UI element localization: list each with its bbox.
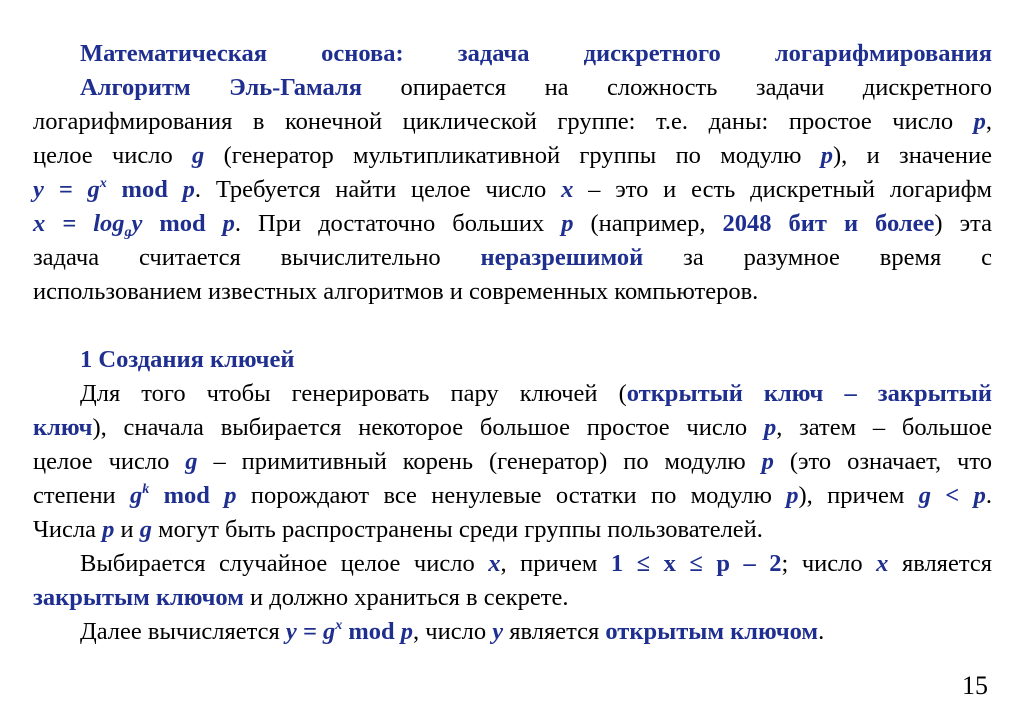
var-x: x <box>488 550 501 577</box>
text-fragment: порождают все ненулевые остатки по модулю <box>236 482 787 509</box>
var-p: p <box>763 414 777 441</box>
text-fragment: , <box>985 108 992 135</box>
section2-line-7 <box>33 581 992 615</box>
formula-exponent-x: x <box>335 618 343 633</box>
text-fragment: – это и есть дискретный логарифм <box>573 176 992 203</box>
public-key-highlight: открытым ключом <box>605 618 819 645</box>
var-g: g <box>918 482 931 509</box>
text-fragment: (это означает, что <box>773 448 992 475</box>
var-p: p <box>400 618 414 645</box>
section2-line-1 <box>80 377 992 411</box>
less-than-sign: < <box>930 482 974 509</box>
text-fragment: степени <box>33 482 131 509</box>
section2-line-5 <box>33 513 992 547</box>
text-fragment: ) эта <box>934 210 992 237</box>
section2-heading: 1 Создания ключей <box>80 346 295 373</box>
text-fragment: за разумное время с <box>643 244 992 271</box>
inequality-formula: 1 ≤ x ≤ p – 2 <box>610 550 782 577</box>
text-fragment: , число <box>413 618 493 645</box>
var-x: x <box>561 176 574 203</box>
text-fragment: логарифмирования в конечной циклической группе: т.е. даны: простое число <box>33 108 974 135</box>
text-fragment: могут быть распространены среди группы пользователей. <box>152 516 763 543</box>
section1-line-4 <box>33 173 992 207</box>
var-p: p <box>182 176 195 203</box>
formula-y-eq-g: y = g <box>33 176 100 203</box>
var-g: g <box>130 482 143 509</box>
formula-log-arg-y: y <box>131 210 143 237</box>
text-fragment: и должно храниться в секрете. <box>243 584 569 611</box>
private-key-highlight: закрытым ключом <box>33 584 244 611</box>
text-fragment: (например, <box>573 210 723 237</box>
text-fragment: ; число <box>781 550 877 577</box>
text-fragment: , причем <box>500 550 611 577</box>
section1-line-2 <box>33 105 992 139</box>
text-fragment: является <box>888 550 992 577</box>
text-fragment: является <box>503 618 606 645</box>
section2-line-2 <box>33 411 992 445</box>
text-fragment: ), причем <box>798 482 919 509</box>
var-x: x <box>876 550 889 577</box>
text-fragment: ), и значение <box>833 142 992 169</box>
formula-x-eq-log: x = log <box>33 210 125 237</box>
text-fragment: Выбирается случайное целое число <box>80 550 489 577</box>
text-fragment: задача считается вычислительно <box>33 244 481 271</box>
formula-mod: mod <box>106 176 183 203</box>
section2-line-8 <box>80 615 992 649</box>
section2-line-3 <box>33 445 992 479</box>
section1-line-7 <box>33 275 992 309</box>
formula-log-base-g: g <box>124 225 132 240</box>
section2-line-4 <box>33 479 992 513</box>
section1-line-1 <box>80 71 992 105</box>
text-fragment: – примитивный корень (генератор) по модулю <box>197 448 762 475</box>
algorithm-name: Алгоритм Эль-Гамаля <box>80 74 362 101</box>
key-pair-highlight: открытый ключ – закрытый <box>626 380 992 407</box>
text-fragment: использованием известных алгоритмов и современных компьютеров. <box>33 278 759 305</box>
formula-y-eq-g: y = g <box>285 618 336 645</box>
var-p: p <box>222 210 235 237</box>
page-number: 15 <box>962 671 988 700</box>
text-fragment: целое число <box>33 142 193 169</box>
section1-line-3 <box>33 139 992 173</box>
var-p: p <box>973 482 986 509</box>
text-fragment: Числа <box>33 516 103 543</box>
text-fragment: целое число <box>33 448 186 475</box>
section2-line-6 <box>80 547 992 581</box>
formula-exponent-k: k <box>142 482 150 497</box>
text-fragment: опирается на сложность задачи дискретного <box>361 74 992 101</box>
text-fragment: . <box>818 618 825 645</box>
text-fragment: , затем – большое <box>776 414 992 441</box>
var-p: p <box>102 516 115 543</box>
text-fragment: ), сначала выбирается некоторое большое простое число <box>92 414 764 441</box>
text-fragment: . <box>985 482 992 509</box>
text-fragment: Далее вычисляется <box>80 618 286 645</box>
var-g: g <box>139 516 153 543</box>
formula-mod: mod <box>142 210 223 237</box>
key-pair-highlight-end: ключ <box>33 414 93 441</box>
var-p: p <box>973 108 986 135</box>
text-fragment: Для того чтобы генерировать пару ключей ( <box>80 380 627 407</box>
var-g: g <box>185 448 198 475</box>
section2-heading-line <box>80 343 992 377</box>
var-p: p <box>224 482 237 509</box>
var-p: p <box>786 482 799 509</box>
section1-line-5 <box>33 207 992 241</box>
var-p: p <box>561 210 574 237</box>
var-p: p <box>820 142 834 169</box>
formula-exponent-x: x <box>99 176 107 191</box>
section1-line-6 <box>33 241 992 275</box>
text-fragment: . При достаточно больших <box>234 210 562 237</box>
var-p: p <box>761 448 774 475</box>
section1-heading-line <box>80 37 992 71</box>
intractable-highlight: неразрешимой <box>480 244 644 271</box>
formula-mod: mod <box>149 482 225 509</box>
var-g: g <box>192 142 205 169</box>
section1-heading: Математическая основа: задача дискретного логарифмирования <box>80 40 992 67</box>
formula-mod: mod <box>342 618 401 645</box>
key-size-highlight: 2048 бит и более <box>722 210 935 237</box>
text-fragment: . Требуется найти целое число <box>194 176 562 203</box>
text-fragment: и <box>114 516 140 543</box>
text-fragment: (генератор мультипликативной группы по модулю <box>204 142 821 169</box>
var-y: y <box>492 618 504 645</box>
